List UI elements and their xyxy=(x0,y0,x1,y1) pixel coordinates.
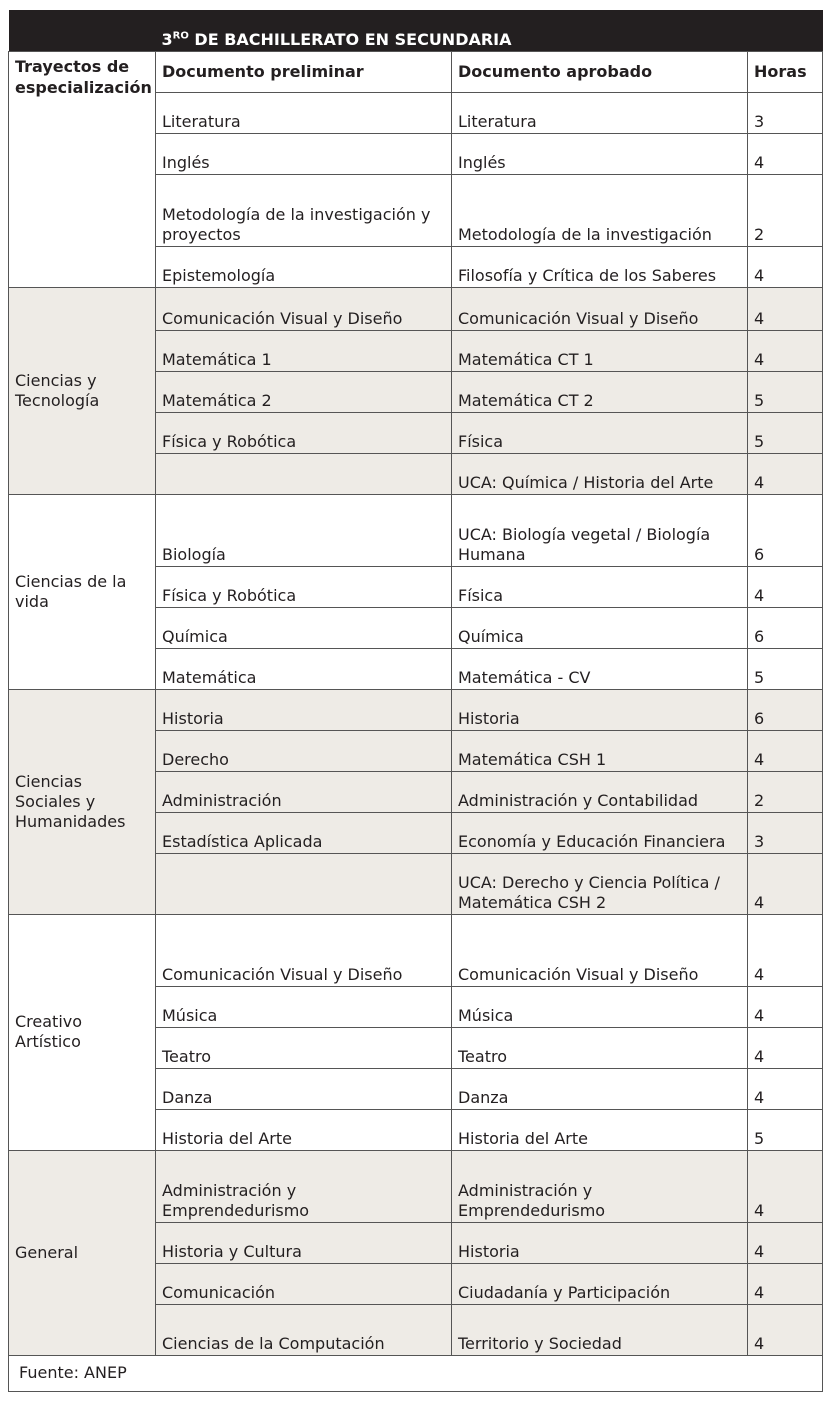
group-name: Ciencias Sociales y Humanidades xyxy=(9,690,156,915)
cell-horas: 5 xyxy=(748,372,823,413)
cell-aprobado: UCA: Biología vegetal / Biología Humana xyxy=(452,495,748,567)
cell-aprobado: Metodología de la investigación xyxy=(452,175,748,247)
cell-preliminar: Historia xyxy=(156,690,452,731)
title-number: 3 xyxy=(161,30,173,49)
group-name: Ciencias de la vida xyxy=(9,495,156,690)
cell-preliminar: Comunicación Visual y Diseño xyxy=(156,288,452,331)
cell-horas: 4 xyxy=(748,454,823,495)
cell-preliminar: Ciencias de la Computación xyxy=(156,1305,452,1356)
cell-preliminar: Administración y Emprendedurismo xyxy=(156,1151,452,1223)
cell-preliminar: Física y Robótica xyxy=(156,567,452,608)
cell-aprobado: Física xyxy=(452,413,748,454)
cell-preliminar: Matemática 2 xyxy=(156,372,452,413)
cell-horas: 4 xyxy=(748,854,823,915)
cell-preliminar: Historia y Cultura xyxy=(156,1223,452,1264)
cell-horas: 4 xyxy=(748,1069,823,1110)
group-name: General xyxy=(9,1151,156,1356)
cell-preliminar: Comunicación xyxy=(156,1264,452,1305)
table-row xyxy=(9,288,823,331)
cell-horas: 4 xyxy=(748,1028,823,1069)
table-row xyxy=(9,915,823,987)
cell-aprobado: Economía y Educación Financiera xyxy=(452,813,748,854)
cell-preliminar: Metodología de la investigación y proyectos xyxy=(156,175,452,247)
cell-aprobado: Filosofía y Crítica de los Saberes xyxy=(452,247,748,288)
cell-horas: 4 xyxy=(748,731,823,772)
cell-horas: 2 xyxy=(748,772,823,813)
cell-horas: 4 xyxy=(748,1151,823,1223)
table-title xyxy=(156,10,823,52)
cell-preliminar: Química xyxy=(156,608,452,649)
cell-preliminar: Epistemología xyxy=(156,247,452,288)
cell-aprobado: Música xyxy=(452,987,748,1028)
cell-horas: 6 xyxy=(748,608,823,649)
cell-preliminar: Física y Robótica xyxy=(156,413,452,454)
curriculum-table-figure xyxy=(8,10,822,1392)
cell-horas: 5 xyxy=(748,1110,823,1151)
cell-horas: 4 xyxy=(748,331,823,372)
cell-horas: 3 xyxy=(748,93,823,134)
cell-preliminar: Música xyxy=(156,987,452,1028)
cell-aprobado: Administración y Contabilidad xyxy=(452,772,748,813)
cell-aprobado: Ciudadanía y Participación xyxy=(452,1264,748,1305)
cell-aprobado: Comunicación Visual y Diseño xyxy=(452,288,748,331)
cell-preliminar: Historia del Arte xyxy=(156,1110,452,1151)
cell-horas: 4 xyxy=(748,134,823,175)
cell-aprobado: UCA: Química / Historia del Arte xyxy=(452,454,748,495)
footer-row xyxy=(9,1356,823,1392)
cell-preliminar: Literatura xyxy=(156,93,452,134)
cell-preliminar: Matemática xyxy=(156,649,452,690)
cell-horas: 5 xyxy=(748,413,823,454)
cell-aprobado: Comunicación Visual y Diseño xyxy=(452,915,748,987)
cell-aprobado: Administración y Emprendedurismo xyxy=(452,1151,748,1223)
title-spacer xyxy=(9,10,156,52)
header-preliminar: Documento preliminar xyxy=(156,52,452,93)
curriculum-table xyxy=(8,10,823,1392)
cell-preliminar: Teatro xyxy=(156,1028,452,1069)
cell-preliminar: Matemática 1 xyxy=(156,331,452,372)
source-note: Fuente: ANEP xyxy=(9,1356,823,1392)
cell-horas: 3 xyxy=(748,813,823,854)
cell-aprobado: Danza xyxy=(452,1069,748,1110)
cell-horas: 6 xyxy=(748,690,823,731)
cell-preliminar: Derecho xyxy=(156,731,452,772)
cell-aprobado: Inglés xyxy=(452,134,748,175)
table-row xyxy=(9,1151,823,1223)
cell-horas: 4 xyxy=(748,1305,823,1356)
header-horas: Horas xyxy=(748,52,823,93)
cell-horas: 4 xyxy=(748,987,823,1028)
cell-aprobado: Física xyxy=(452,567,748,608)
cell-horas: 2 xyxy=(748,175,823,247)
title-superscript: RO xyxy=(172,30,189,42)
cell-preliminar xyxy=(156,454,452,495)
cell-aprobado: Matemática CT 2 xyxy=(452,372,748,413)
header-aprobado: Documento aprobado xyxy=(452,52,748,93)
cell-horas: 4 xyxy=(748,288,823,331)
title-text: DE BACHILLERATO EN SECUNDARIA xyxy=(188,30,512,49)
cell-preliminar: Administración xyxy=(156,772,452,813)
cell-horas: 4 xyxy=(748,247,823,288)
cell-horas: 4 xyxy=(748,1264,823,1305)
cell-preliminar: Danza xyxy=(156,1069,452,1110)
cell-aprobado: Historia del Arte xyxy=(452,1110,748,1151)
cell-preliminar: Comunicación Visual y Diseño xyxy=(156,915,452,987)
cell-horas: 6 xyxy=(748,495,823,567)
group-name: Ciencias y Tecnología xyxy=(9,288,156,495)
cell-aprobado: Matemática CT 1 xyxy=(452,331,748,372)
cell-horas: 5 xyxy=(748,649,823,690)
cell-horas: 4 xyxy=(748,915,823,987)
cell-preliminar: Estadística Aplicada xyxy=(156,813,452,854)
title-row xyxy=(9,10,823,52)
cell-preliminar: Biología xyxy=(156,495,452,567)
cell-preliminar xyxy=(156,854,452,915)
cell-aprobado: Matemática CSH 1 xyxy=(452,731,748,772)
header-row xyxy=(9,52,823,93)
table-row xyxy=(9,690,823,731)
cell-aprobado: Química xyxy=(452,608,748,649)
cell-aprobado: UCA: Derecho y Ciencia Política / Matemática CSH 2 xyxy=(452,854,748,915)
cell-aprobado: Historia xyxy=(452,690,748,731)
cell-horas: 4 xyxy=(748,1223,823,1264)
table-body xyxy=(9,52,823,1356)
cell-aprobado: Teatro xyxy=(452,1028,748,1069)
cell-aprobado: Matemática - CV xyxy=(452,649,748,690)
cell-aprobado: Territorio y Sociedad xyxy=(452,1305,748,1356)
cell-aprobado: Historia xyxy=(452,1223,748,1264)
header-trayectos: Trayectos de especialización xyxy=(9,52,156,288)
table-row xyxy=(9,495,823,567)
cell-horas: 4 xyxy=(748,567,823,608)
group-name: Creativo Artístico xyxy=(9,915,156,1151)
cell-aprobado: Literatura xyxy=(452,93,748,134)
cell-preliminar: Inglés xyxy=(156,134,452,175)
